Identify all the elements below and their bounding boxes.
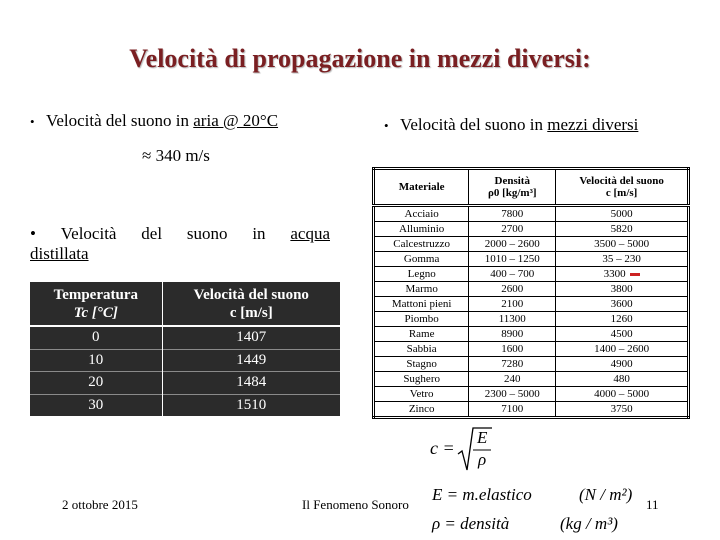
table-row: [374, 206, 689, 222]
table-row: [374, 282, 689, 297]
table-cell: 3300: [556, 267, 689, 282]
materials-table: [372, 167, 690, 418]
table-cell: Piombo: [374, 312, 469, 327]
table-cell: 2600: [469, 282, 556, 297]
bullet-water-word-4: in: [252, 224, 266, 243]
table-cell: 400 – 700: [469, 267, 556, 282]
table-cell: 2700: [469, 222, 556, 237]
bullet-water-link-2[interactable]: distillata: [30, 244, 89, 263]
table-row: [30, 372, 340, 395]
table-cell: Legno: [374, 267, 469, 282]
bullet-water: [30, 224, 330, 264]
bullet-dot: •: [30, 114, 35, 129]
table-cell: 1484: [162, 372, 340, 395]
table-cell: 7100: [469, 402, 556, 418]
table-cell: 4000 – 5000: [556, 387, 689, 402]
bullet-air-text: Velocità del suono in: [45, 111, 194, 130]
footer-center: Il Fenomeno Sonoro: [302, 497, 409, 512]
table-cell: 480: [556, 372, 689, 387]
table-cell: 4900: [556, 357, 689, 372]
table-cell: Vetro: [374, 387, 469, 402]
elastic-modulus-unit: (N / m²): [579, 485, 633, 504]
table-cell: Gomma: [374, 252, 469, 267]
table-row: [374, 342, 689, 357]
table-row: [374, 267, 689, 282]
sqrt-sign: [457, 426, 493, 472]
mat-header-material: Materiale: [374, 169, 469, 206]
bullet-dot: •: [384, 118, 389, 133]
slide-number: 11: [646, 497, 659, 512]
bullet-air-link[interactable]: aria @ 20°C: [193, 111, 279, 130]
bullet-water-word-1: Velocità: [60, 224, 117, 243]
table-row: [374, 402, 689, 418]
table-cell: 1407: [162, 326, 340, 349]
mat-header-speed: Velocità del suono c [m/s]: [556, 169, 689, 206]
table-cell: Rame: [374, 327, 469, 342]
table-cell: 7280: [469, 357, 556, 372]
formula-denominator: ρ: [478, 450, 487, 469]
table-row: [374, 357, 689, 372]
table-cell: 2100: [469, 297, 556, 312]
table-cell: 5000: [556, 206, 689, 222]
approx-value: ≈ 340 m/s: [142, 146, 210, 165]
table-row: [374, 372, 689, 387]
bullet-media-link[interactable]: mezzi diversi: [547, 115, 639, 134]
highlight-mark: [630, 273, 640, 276]
bullet-water-link-1[interactable]: acqua: [290, 224, 330, 243]
elastic-modulus-eq: E = m.elastico: [432, 485, 532, 504]
bullet-media-text: Velocità del suono in: [399, 115, 548, 134]
table-cell: 3800: [556, 282, 689, 297]
table-cell: Stagno: [374, 357, 469, 372]
table-cell: 5820: [556, 222, 689, 237]
table-cell: 1010 – 1250: [469, 252, 556, 267]
water-speed-table: [30, 282, 340, 416]
table-cell: 4500: [556, 327, 689, 342]
table-cell: 0: [30, 326, 162, 349]
table-cell: Sughero: [374, 372, 469, 387]
table-cell: 10: [30, 349, 162, 372]
table-cell: 30: [30, 394, 162, 416]
footer-date: 2 ottobre 2015: [62, 497, 138, 512]
table-cell: 2300 – 5000: [469, 387, 556, 402]
table-cell: Calcestruzzo: [374, 237, 469, 252]
table-row: [30, 326, 340, 349]
bullet-air: [30, 111, 278, 131]
density-unit: (kg / m³): [560, 514, 618, 533]
bullet-water-word-2: del: [141, 224, 163, 243]
table-row: [374, 252, 689, 267]
table-cell: 1600: [469, 342, 556, 357]
table-cell: 3500 – 5000: [556, 237, 689, 252]
table-cell: Alluminio: [374, 222, 469, 237]
formula-numerator: E: [477, 428, 488, 447]
mat-header-density: Densità ρ0 [kg/m³]: [469, 169, 556, 206]
table-row: [374, 237, 689, 252]
table-row: [374, 327, 689, 342]
table-row: [374, 297, 689, 312]
table-cell: Acciaio: [374, 206, 469, 222]
table-cell: 240: [469, 372, 556, 387]
table-cell: 1449: [162, 349, 340, 372]
table-cell: Mattoni pieni: [374, 297, 469, 312]
table-cell: 20: [30, 372, 162, 395]
table-cell: 3600: [556, 297, 689, 312]
table-row: [374, 312, 689, 327]
table-cell: 11300: [469, 312, 556, 327]
bullet-media: [384, 115, 638, 135]
table-cell: 7800: [469, 206, 556, 222]
table-row: [30, 349, 340, 372]
table-row: [30, 394, 340, 416]
water-header-speed: Velocità del suono c [m/s]: [162, 282, 340, 326]
density-eq: ρ = densità: [432, 514, 510, 533]
slide-title: Velocità di propagazione in mezzi diversi:: [129, 44, 591, 73]
table-cell: Zinco: [374, 402, 469, 418]
table-row: [374, 222, 689, 237]
table-cell: 8900: [469, 327, 556, 342]
table-cell: 1400 – 2600: [556, 342, 689, 357]
bullet-dot: •: [30, 224, 36, 243]
table-cell: 3750: [556, 402, 689, 418]
table-cell: 1510: [162, 394, 340, 416]
table-cell: 1260: [556, 312, 689, 327]
table-cell: 35 – 230: [556, 252, 689, 267]
table-cell: Marmo: [374, 282, 469, 297]
table-row: [374, 387, 689, 402]
table-cell: Sabbia: [374, 342, 469, 357]
bullet-water-word-3: suono: [186, 224, 228, 243]
water-header-temp: Temperatura Tc [°C]: [30, 282, 162, 326]
table-cell: 2000 – 2600: [469, 237, 556, 252]
